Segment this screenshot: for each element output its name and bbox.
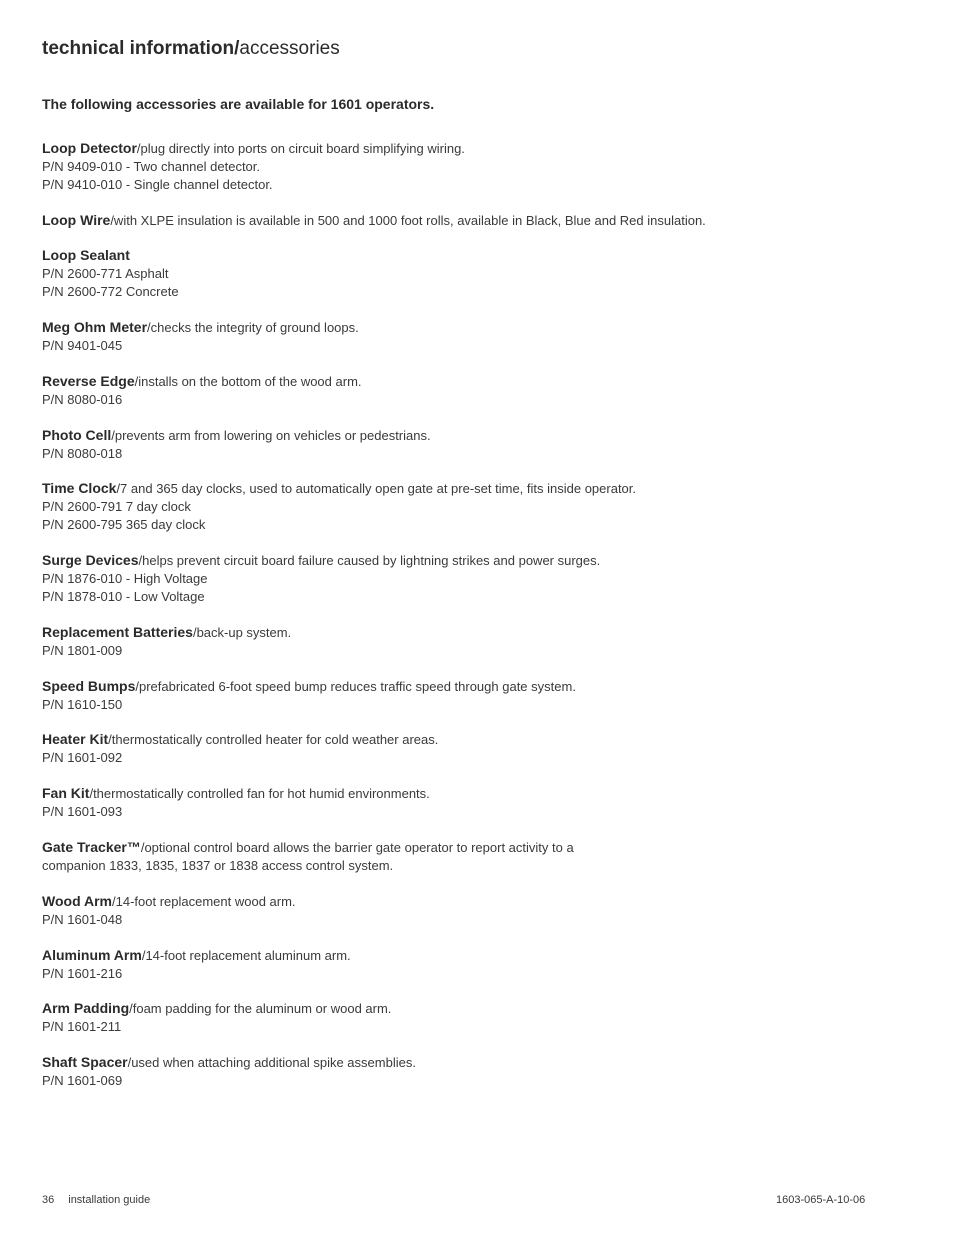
accessory-description: /used when attaching additional spike assemblies. <box>127 1055 416 1070</box>
accessory-description: /helps prevent circuit board failure caused by lightning strikes and power surges. <box>138 553 601 568</box>
part-number: P/N 2600-795 365 day clock <box>42 517 206 532</box>
part-number: P/N 1610-150 <box>42 697 123 712</box>
part-number: P/N 2600-791 7 day clock <box>42 499 191 514</box>
accessory-name: Surge Devices <box>42 552 139 568</box>
accessory-loop-wire <box>42 211 902 230</box>
accessory-speed-bumps <box>42 677 902 714</box>
title-section: technical information/ <box>42 38 240 59</box>
part-number: P/N 1601-093 <box>42 804 123 819</box>
accessory-description: /with XLPE insulation is available in 500 and 1000 foot rolls, available in Black, Blue and Red insulation. <box>110 213 706 228</box>
accessory-loop-sealant <box>42 246 902 301</box>
accessory-name: Speed Bumps <box>42 678 136 694</box>
accessory-gate-tracker <box>42 838 902 875</box>
accessory-description: /checks the integrity of ground loops. <box>147 320 359 335</box>
guide-label: installation guide <box>68 1194 151 1206</box>
accessory-name: Loop Sealant <box>42 247 130 263</box>
footer-left <box>42 1194 150 1206</box>
accessory-name: Shaft Spacer <box>42 1054 128 1070</box>
accessory-description: /14-foot replacement aluminum arm. <box>141 948 351 963</box>
accessory-description: /thermostatically controlled heater for cold weather areas. <box>108 732 439 747</box>
accessory-description: /thermostatically controlled fan for hot humid environments. <box>89 786 430 801</box>
accessory-name: Time Clock <box>42 480 117 496</box>
part-number: P/N 1878-010 - Low Voltage <box>42 589 205 604</box>
accessory-description: /plug directly into ports on circuit board simplifying wiring. <box>136 141 465 156</box>
part-number: P/N 8080-016 <box>42 392 123 407</box>
part-number: P/N 9409-010 - Two channel detector. <box>42 159 261 174</box>
accessory-arm-padding <box>42 999 902 1036</box>
part-number: P/N 2600-772 Concrete <box>42 284 179 299</box>
accessory-description: /installs on the bottom of the wood arm. <box>134 374 362 389</box>
part-number: P/N 9410-010 - Single channel detector. <box>42 177 273 192</box>
accessory-description: /optional control board allows the barrier gate operator to report activity to a <box>140 840 574 855</box>
title-subsection: accessories <box>239 38 340 59</box>
part-number: P/N 1601-092 <box>42 750 123 765</box>
accessory-description: /prefabricated 6-foot speed bump reduces traffic speed through gate system. <box>135 679 576 694</box>
accessory-aluminum-arm <box>42 946 902 983</box>
part-number: P/N 8080-018 <box>42 446 123 461</box>
accessory-name: Reverse Edge <box>42 373 135 389</box>
part-number: P/N 2600-771 Asphalt <box>42 266 169 281</box>
accessory-meg-ohm-meter <box>42 318 902 355</box>
accessory-shaft-spacer <box>42 1053 902 1090</box>
accessory-name: Replacement Batteries <box>42 624 193 640</box>
accessory-name: Meg Ohm Meter <box>42 319 148 335</box>
accessory-description-continued: companion 1833, 1835, 1837 or 1838 access control system. <box>42 858 394 873</box>
part-number: P/N 1601-216 <box>42 966 123 981</box>
accessory-description: /foam padding for the aluminum or wood arm. <box>129 1001 392 1016</box>
accessory-description: /back-up system. <box>192 625 292 640</box>
accessory-wood-arm <box>42 892 902 929</box>
page-number: 36 <box>42 1194 55 1206</box>
document-code: 1603-065-A-10-06 <box>776 1194 866 1206</box>
accessory-photo-cell <box>42 426 902 463</box>
part-number: P/N 9401-045 <box>42 338 123 353</box>
accessory-fan-kit <box>42 784 902 821</box>
part-number: P/N 1601-048 <box>42 912 123 927</box>
intro-text: The following accessories are available for 1601 operators. <box>42 96 435 112</box>
accessory-name: Aluminum Arm <box>42 947 142 963</box>
accessory-description: /7 and 365 day clocks, used to automatically open gate at pre-set time, fits inside operator. <box>116 481 637 496</box>
accessory-description: /prevents arm from lowering on vehicles or pedestrians. <box>111 428 431 443</box>
accessory-name: Loop Wire <box>42 212 111 228</box>
accessory-reverse-edge <box>42 372 902 409</box>
accessory-name: Arm Padding <box>42 1000 130 1016</box>
part-number: P/N 1601-211 <box>42 1019 122 1034</box>
accessory-name: Heater Kit <box>42 731 109 747</box>
part-number: P/N 1876-010 - High Voltage <box>42 571 208 586</box>
accessory-name: Gate Tracker™ <box>42 839 141 855</box>
accessory-name: Fan Kit <box>42 785 90 801</box>
accessory-replacement-batteries <box>42 623 902 660</box>
accessory-surge-devices <box>42 551 902 606</box>
accessory-description: /14-foot replacement wood arm. <box>112 894 296 909</box>
part-number: P/N 1601-069 <box>42 1073 123 1088</box>
accessory-heater-kit <box>42 730 902 767</box>
accessory-time-clock <box>42 479 902 534</box>
accessory-name: Photo Cell <box>42 427 112 443</box>
accessory-name: Wood Arm <box>42 893 112 909</box>
accessory-loop-detector <box>42 139 902 194</box>
part-number: P/N 1801-009 <box>42 643 123 658</box>
page-title <box>42 38 340 60</box>
accessory-name: Loop Detector <box>42 140 137 156</box>
